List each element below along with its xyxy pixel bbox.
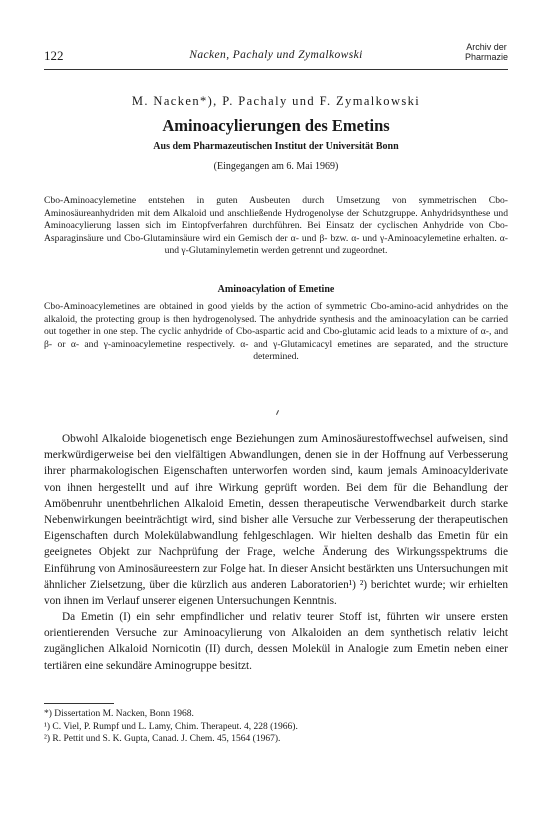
running-title: Nacken, Pachaly und Zymalkowski [189,49,363,61]
institute-line: Aus dem Pharmazeutischen Institut der Universität Bonn [153,141,399,152]
abstract-german: Cbo-Aminoacylemetine entstehen in guten Ausbeuten durch Umsetzung von symmetrischen Cbo-Aminosäureanhydriden mit dem Alkaloid und anschließende Hydrogenolyse der Schutzgruppe. Anhydridsynthese und Aminoacylierung lassen sich im Eintopfverfahren durchführen. Bei Einsatz der cyclischen Anhydride von Cbo-Asparaginsäure und Cbo-Glutaminsäure wird ein Gemisch der α- und β- bzw. α- und γ-Aminoacylemetine erhalten. α- und γ-Glutaminylemetin werden getrennt und zugeordnet. [44,195,508,256]
journal-name-line1: Archiv der [466,42,507,52]
abstract-english-heading: Aminoacylation of Emetine [217,284,335,295]
article-title: Aminoacylierungen des Emetins [162,116,390,135]
body-paragraph-2 [44,609,508,674]
footnote-2: ¹) C. Viel, P. Rumpf und L. Lamy, Chim. Therapeut. 4, 228 (1966). [44,721,298,732]
page-number: 122 [44,48,64,63]
header-rule [44,69,508,70]
journal-name [465,42,508,62]
footnote-rule [44,703,114,704]
received-date: (Eingegangen am 6. Mai 1969) [213,161,339,172]
footnote-1: *) Dissertation M. Nacken, Bonn 1968. [44,709,194,719]
body-paragraph-2-text: Da Emetin (I) ein sehr empfindlicher und relativ teurer Stoff ist, führten wir unsere ersten orientierenden Versuche zur Aminoacylierung von Alkaloiden an dem synthetisch relativ leicht zugänglichen Alkaloid Nornicotin (II) durch, dessen Molekül in Analogie zum Emetin neben einer tertiären eine sekundäre Aminogruppe besitzt. [44,611,508,672]
running-header [44,40,508,68]
journal-name-line2: Pharmazie [464,52,508,62]
footnotes [44,708,508,746]
body-paragraph-1-text: Obwohl Alkaloide biogenetisch enge Beziehungen zum Aminosäurestoffwechsel aufweisen, sind merkwürdigerweise bei den vielfältigen Abwandlungen, denen sie in der Hoffnung auf Verbesserung ihrer pharmakologischen Eigenschaften unterworfen worden sind, kaum jemals Aminoacylderivate von ihnen hergestellt und auf ihre Wirkung geprüft worden. Bei dem für die Behandlung der Amöbenruhr unentbehrlichen Alkaloid Emetin, dessen therapeutische Verwendbarkeit durch starke Nebenwirkungen beeinträchtigt wird, sind bisher alle Versuche zur Verbesserung der therapeutischen Eigenschaften durch Molekülabwandlung fehlgeschlagen. Wir hielten deshalb das Emetin für ein geeignetes Objekt zur Nachprüfung der Frage, welche Änderung des Wirkungsspektrums die Einführung von Aminosäureestern zur Folge hat. In dieser Ansicht bestärkten uns Untersuchungen mit ähnlicher Zielsetzung, über die kürzlich aus anderen Laboratorien¹) ²) berichtet wurde; wir erhielten von ihnen im Verlauf unserer eigenen Untersuchungen Kenntnis. [44,433,508,608]
abstract-english: Cbo-Aminoacylemetines are obtained in good yields by the action of symmetric Cbo-amino-acid anhydrides on the alkaloid, the protecting group is then hydrogenolysed. The anhydride synthesis and the aminoacylation can be carried out together in one step. The cyclic anhydride of Cbo-aspartic acid and Cbo-glutamic acid leads to a mixture of α-, and β- or α- and γ-aminoacylemetine respectively. α- and γ-Glutamicacyl emetines are separated, and the structure determined. [44,301,508,362]
author-line: M. Nacken*), P. Pachaly und F. Zymalkowski [131,94,421,108]
body-paragraph-1 [44,431,508,609]
stray-mark [276,410,279,415]
footnote-3: ²) R. Pettit und S. K. Gupta, Canad. J. Chem. 45, 1564 (1967). [44,734,281,744]
